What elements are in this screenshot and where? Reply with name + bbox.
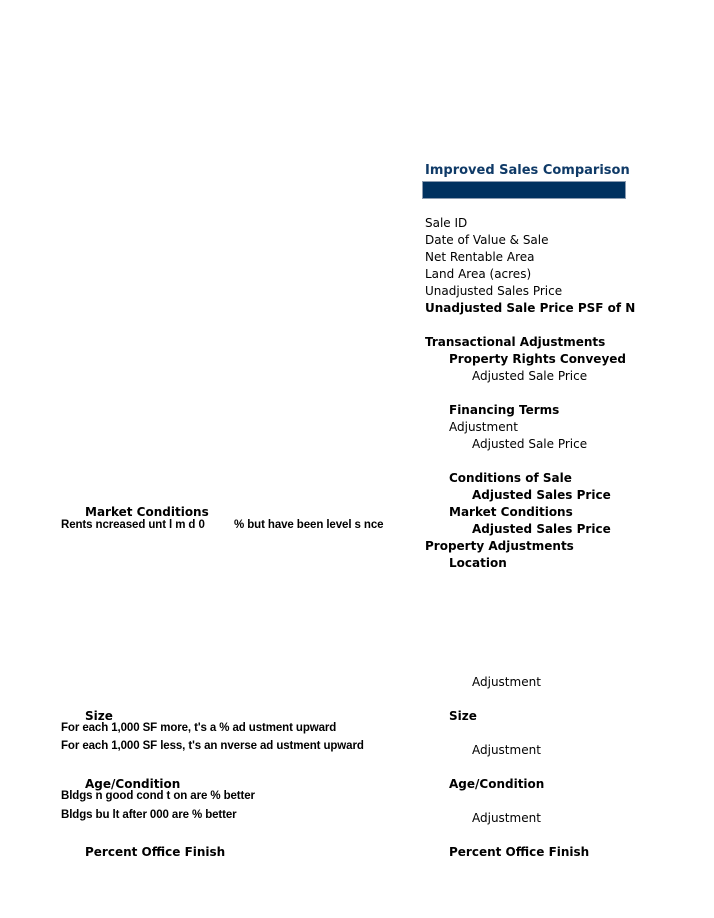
label-land-area: Land Area (acres) bbox=[425, 267, 532, 281]
note-size-2: For each 1,000 SF less, t's an nverse ad ustment upward bbox=[61, 740, 364, 752]
note-age-1: Bldgs n good cond t on are % better bbox=[61, 790, 255, 802]
label-percent-office-finish: Percent Office Finish bbox=[449, 845, 590, 859]
note-size-heading: Size bbox=[85, 709, 113, 723]
label-location: Location bbox=[449, 556, 507, 570]
note-percent-office-heading: Percent Office Finish bbox=[85, 845, 226, 859]
label-financing-terms: Financing Terms bbox=[449, 403, 560, 417]
note-market-conditions-heading: Market Conditions bbox=[85, 505, 209, 519]
note-age-heading: Age/Condition bbox=[85, 777, 181, 791]
label-adjusted-sale-price-1: Adjusted Sale Price bbox=[472, 369, 588, 383]
label-adjusted-sales-price-1: Adjusted Sales Price bbox=[472, 488, 611, 502]
note-market-conditions-b: % but have been level s nce bbox=[234, 519, 384, 531]
label-adjustment-size: Adjustment bbox=[472, 743, 541, 757]
label-unadjusted-psf: Unadjusted Sale Price PSF of N bbox=[425, 301, 636, 315]
label-adjusted-sale-price-2: Adjusted Sale Price bbox=[472, 437, 588, 451]
label-adjustment-financing: Adjustment bbox=[449, 420, 518, 434]
header-banner bbox=[422, 181, 626, 199]
note-age-2: Bldgs bu lt after 000 are % better bbox=[61, 809, 237, 821]
label-transactional-adjustments: Transactional Adjustments bbox=[425, 335, 606, 349]
label-adjusted-sales-price-2: Adjusted Sales Price bbox=[472, 522, 611, 536]
label-date-of-value: Date of Value & Sale bbox=[425, 233, 549, 247]
label-size: Size bbox=[449, 709, 477, 723]
label-sale-id: Sale ID bbox=[425, 216, 468, 230]
label-adjustment-age: Adjustment bbox=[472, 811, 541, 825]
note-market-conditions-a: Rents ncreased unt l m d 0 bbox=[61, 519, 205, 531]
note-size-1: For each 1,000 SF more, t's a % ad ustment upward bbox=[61, 722, 337, 734]
page-title: Improved Sales Comparison bbox=[425, 163, 630, 178]
label-adjustment-location: Adjustment bbox=[472, 675, 541, 689]
label-conditions-of-sale: Conditions of Sale bbox=[449, 471, 572, 485]
label-market-conditions: Market Conditions bbox=[449, 505, 573, 519]
label-net-rentable-area: Net Rentable Area bbox=[425, 250, 535, 264]
label-property-rights: Property Rights Conveyed bbox=[449, 352, 626, 366]
label-age-condition: Age/Condition bbox=[449, 777, 545, 791]
label-property-adjustments: Property Adjustments bbox=[425, 539, 574, 553]
label-unadjusted-sales-price: Unadjusted Sales Price bbox=[425, 284, 563, 298]
